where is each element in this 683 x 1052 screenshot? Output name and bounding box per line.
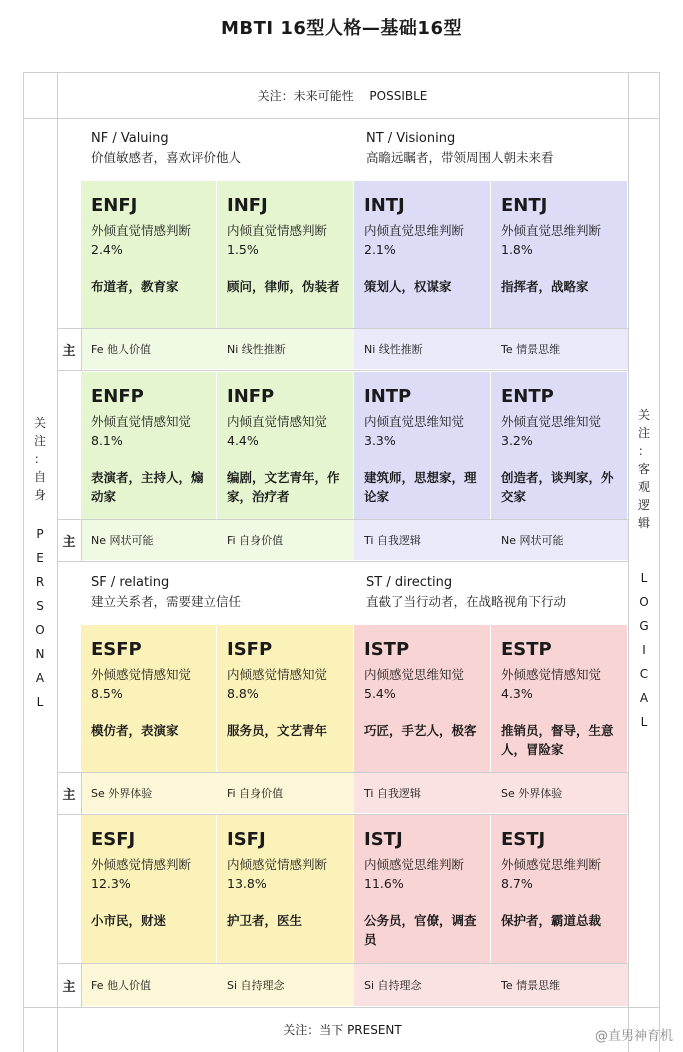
type-desc: 内倾感觉情感判断 — [227, 857, 328, 872]
left-side-letter: N — [35, 647, 45, 661]
type-roles: 小市民，财迷 — [91, 913, 167, 928]
type-roles: 推销员，督导，生意人，冒险家 — [501, 723, 614, 757]
right-side-letter: I — [642, 643, 646, 657]
type-code: ESTP — [501, 639, 552, 660]
right-side-letter: L — [640, 571, 648, 585]
main-function-label: 主 — [62, 343, 76, 359]
type-percent: 8.5% — [91, 686, 123, 701]
type-desc: 内倾直觉情感知觉 — [227, 414, 328, 429]
watermark: @直男神育机 — [594, 1029, 673, 1044]
left-side-letter: P — [36, 527, 44, 541]
type-desc: 外倾直觉情感知觉 — [91, 414, 192, 429]
type-desc: 内倾感觉情感知觉 — [227, 667, 328, 682]
divider — [57, 370, 628, 371]
type-roles: 护卫者，医生 — [227, 913, 303, 928]
function-label: Si 自持理念 — [217, 964, 354, 1006]
type-card-infj — [217, 181, 354, 328]
type-card-estj — [491, 815, 628, 963]
divider — [57, 519, 628, 520]
function-label: Si 自持理念 — [354, 964, 491, 1006]
group-header-nt — [354, 119, 628, 181]
type-desc: 内倾直觉思维判断 — [364, 223, 465, 238]
type-desc: 外倾感觉情感知觉 — [91, 667, 192, 682]
type-roles: 顾问，律师，伪装者 — [227, 279, 340, 294]
function-label: Ti 自我逻辑 — [354, 773, 491, 813]
type-card-esfj — [81, 815, 217, 963]
right-side-cjk-0: 关 — [637, 408, 650, 422]
type-card-enfj — [81, 181, 217, 328]
type-percent: 8.1% — [91, 433, 123, 448]
type-code: ISTJ — [364, 829, 403, 850]
right-side-cjk-5: 逻 — [637, 498, 650, 512]
right-side-cjk-3: 客 — [637, 462, 650, 476]
type-roles: 模仿者，表演家 — [91, 723, 179, 738]
divider — [57, 72, 58, 1052]
type-desc: 内倾直觉情感判断 — [227, 223, 328, 238]
right-side-cjk-4: 观 — [637, 480, 650, 494]
type-card-infp — [217, 372, 354, 519]
type-card-istj — [354, 815, 491, 963]
type-code: INTJ — [364, 195, 405, 216]
type-roles: 服务员，文艺青年 — [227, 723, 328, 738]
type-percent: 13.8% — [227, 876, 267, 891]
type-roles: 编剧，文艺青年，作家，治疗者 — [227, 470, 340, 504]
type-percent: 1.8% — [501, 242, 533, 257]
function-label: Ne 网状可能 — [491, 520, 628, 560]
right-side-letter: L — [640, 715, 648, 729]
right-side-letter: C — [639, 667, 649, 681]
function-label: Ti 自我逻辑 — [354, 520, 491, 560]
group-title: SF / relating — [91, 575, 170, 590]
type-percent: 8.7% — [501, 876, 533, 891]
function-label: Ne 网状可能 — [81, 520, 217, 560]
type-roles: 保护者，霸道总裁 — [501, 913, 602, 928]
divider — [57, 963, 628, 964]
type-percent: 12.3% — [91, 876, 131, 891]
group-subtitle: 直截了当行动者，在战略视角下行动 — [366, 594, 567, 609]
type-percent: 8.8% — [227, 686, 259, 701]
page-title: MBTI 16型人格—基础16型 — [221, 18, 462, 39]
function-label: Fe 他人价值 — [81, 329, 217, 369]
type-desc: 外倾感觉思维判断 — [501, 857, 602, 872]
left-side-cjk-4: 身 — [33, 488, 46, 502]
left-side-cjk-1: 注 — [33, 434, 46, 448]
left-side-cjk-3: 自 — [33, 470, 46, 484]
divider — [81, 772, 82, 815]
type-desc: 外倾感觉情感判断 — [91, 857, 192, 872]
type-card-entp — [491, 372, 628, 519]
right-side-cjk-2: ： — [637, 444, 650, 458]
left-side-letter: A — [35, 671, 45, 685]
function-label: Ni 线性推断 — [354, 329, 491, 369]
function-label: Fi 自身价值 — [217, 520, 354, 560]
type-code: ESTJ — [501, 829, 546, 850]
type-desc: 外倾直觉思维判断 — [501, 223, 602, 238]
type-code: ENFJ — [91, 195, 138, 216]
function-label: Ni 线性推断 — [217, 329, 354, 369]
left-side-letter: L — [36, 695, 44, 709]
type-code: ISFP — [227, 639, 273, 660]
type-card-isfj — [217, 815, 354, 963]
type-card-intp — [354, 372, 491, 519]
divider — [57, 814, 628, 815]
type-roles: 布道者，教育家 — [91, 279, 179, 294]
main-function-label: 主 — [62, 787, 76, 803]
type-card-istp — [354, 625, 491, 772]
type-roles: 创造者，谈判家，外交家 — [501, 470, 614, 504]
type-card-enfp — [81, 372, 217, 519]
bottom-focus-label: 关注：当下 PRESENT — [283, 1022, 402, 1037]
type-percent: 4.3% — [501, 686, 533, 701]
type-card-isfp — [217, 625, 354, 772]
main-function-label: 主 — [62, 534, 76, 550]
group-title: ST / directing — [366, 575, 453, 590]
type-percent: 4.4% — [227, 433, 259, 448]
type-desc: 内倾直觉思维知觉 — [364, 414, 465, 429]
group-subtitle: 价值敏感者，喜欢评价他人 — [91, 150, 242, 165]
left-side-cjk-2: ： — [33, 452, 46, 466]
right-side-label — [628, 406, 660, 734]
type-roles: 表演者，主持人，煽动家 — [91, 470, 204, 504]
type-roles: 策划人，权谋家 — [364, 279, 452, 294]
left-side-letter: S — [36, 599, 44, 613]
type-code: ENTJ — [501, 195, 548, 216]
type-percent: 3.3% — [364, 433, 396, 448]
type-code: ISTP — [364, 639, 410, 660]
type-desc: 外倾直觉情感判断 — [91, 223, 192, 238]
right-side-letter: A — [639, 691, 649, 705]
type-percent: 11.6% — [364, 876, 404, 891]
function-label: Se 外界体验 — [491, 773, 628, 813]
type-percent: 2.1% — [364, 242, 396, 257]
left-side-cjk-0: 关 — [33, 416, 46, 430]
divider — [81, 963, 82, 1007]
group-title: NF / Valuing — [91, 131, 169, 146]
type-roles: 建筑师，思想家，理论家 — [364, 470, 477, 504]
divider — [57, 328, 628, 329]
divider — [81, 519, 82, 562]
type-percent: 3.2% — [501, 433, 533, 448]
type-card-esfp — [81, 625, 217, 772]
right-side-cjk-6: 辑 — [637, 516, 650, 530]
group-header-st — [354, 563, 628, 625]
function-label: Fi 自身价值 — [217, 773, 354, 813]
top-focus-label: 关注：未来可能性 POSSIBLE — [257, 88, 428, 103]
type-code: ESFJ — [91, 829, 136, 850]
type-desc: 外倾感觉情感知觉 — [501, 667, 602, 682]
left-side-letter: E — [36, 551, 44, 565]
type-desc: 外倾直觉思维知觉 — [501, 414, 602, 429]
left-side-label — [23, 414, 57, 714]
left-side-letter: R — [35, 575, 45, 589]
type-card-entj — [491, 181, 628, 328]
type-code: ESFP — [91, 639, 142, 660]
type-code: INTP — [364, 386, 412, 407]
type-card-estp — [491, 625, 628, 772]
function-label: Fe 他人价值 — [81, 964, 217, 1006]
group-subtitle: 高瞻远瞩者，带领周围人朝未来看 — [366, 150, 554, 165]
type-percent: 5.4% — [364, 686, 396, 701]
type-desc: 内倾感觉思维判断 — [364, 857, 465, 872]
main-function-label: 主 — [62, 979, 76, 995]
divider — [81, 328, 82, 371]
group-subtitle: 建立关系者，需要建立信任 — [91, 594, 242, 609]
divider — [57, 772, 628, 773]
type-card-intj — [354, 181, 491, 328]
type-percent: 1.5% — [227, 242, 259, 257]
type-code: ENFP — [91, 386, 144, 407]
function-label: Se 外界体验 — [81, 773, 217, 813]
type-code: ISFJ — [227, 829, 266, 850]
group-title: NT / Visioning — [366, 131, 456, 146]
type-roles: 巧匠，手艺人，极客 — [364, 723, 477, 738]
right-side-letter: O — [639, 595, 649, 609]
right-side-cjk-1: 注 — [637, 426, 650, 440]
type-roles: 公务员，官僚，调查员 — [364, 913, 477, 947]
type-desc: 内倾感觉思维知觉 — [364, 667, 465, 682]
left-side-letter: O — [35, 623, 45, 637]
function-label: Te 情景思维 — [491, 964, 628, 1006]
function-label: Te 情景思维 — [491, 329, 628, 369]
type-percent: 2.4% — [91, 242, 123, 257]
type-code: ENTP — [501, 386, 554, 407]
type-code: INFJ — [227, 195, 268, 216]
group-header-sf — [57, 563, 354, 625]
type-roles: 指挥者，战略家 — [501, 279, 589, 294]
divider — [57, 561, 628, 562]
right-side-letter: G — [639, 619, 649, 633]
type-code: INFP — [227, 386, 275, 407]
group-header-nf — [57, 119, 354, 181]
